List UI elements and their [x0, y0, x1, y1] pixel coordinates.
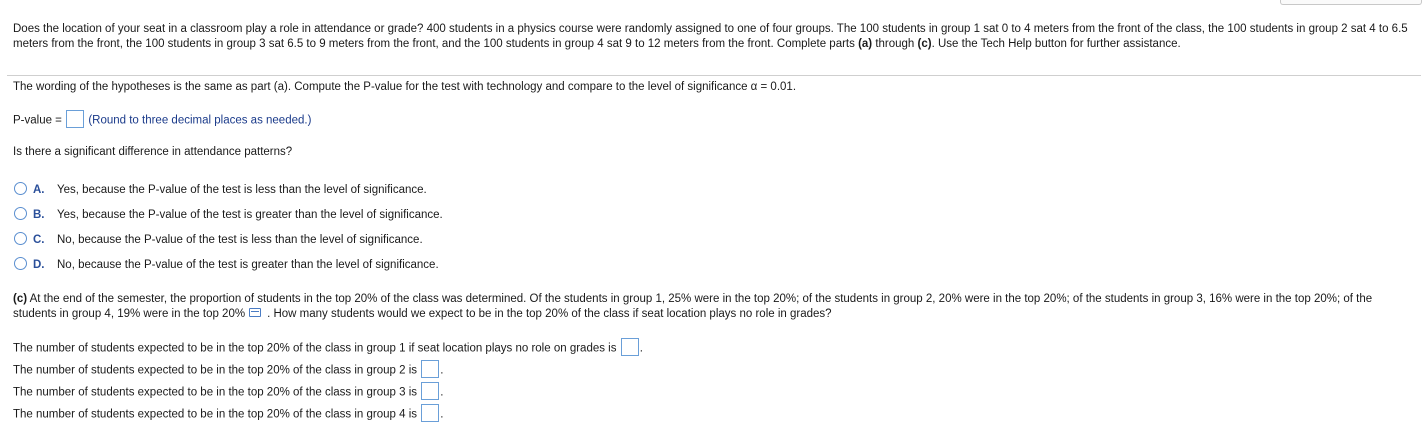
intro-through: through — [872, 38, 918, 50]
period: . — [440, 386, 444, 399]
radio-c[interactable] — [14, 232, 27, 245]
expected-input-group-3[interactable] — [421, 382, 439, 400]
expected-label-group-2: The number of students expected to be in the top 20% of the class in group 2 is — [13, 364, 418, 377]
expected-input-group-4[interactable] — [421, 404, 439, 422]
expected-input-group-1[interactable] — [621, 338, 639, 356]
expected-row-group-1 — [13, 341, 643, 357]
choice-b-text: Yes, because the P-value of the test is greater than the level of significance. — [57, 209, 443, 221]
choice-c[interactable] — [14, 233, 423, 248]
choice-a-text: Yes, because the P-value of the test is less than the level of significance. — [57, 184, 427, 196]
choice-d-text: No, because the P-value of the test is greater than the level of significance. — [57, 259, 439, 271]
radio-d[interactable] — [14, 257, 27, 270]
choice-d-letter: D. — [33, 259, 45, 271]
part-c-text-end: . How many students would we expect to be in the top 20% of the class if seat location plays no role in grades? — [267, 308, 832, 320]
intro-part-c: (c) — [917, 38, 932, 50]
period: . — [639, 342, 643, 355]
pvalue-row — [13, 113, 311, 129]
expected-label-group-4: The number of students expected to be in the top 20% of the class in group 4 is — [13, 408, 418, 421]
choice-c-letter: C. — [33, 234, 45, 246]
choice-b-letter: B. — [33, 209, 45, 221]
part-b-instruction: The wording of the hypotheses is the same as part (a). Compute the P-value for the test with technology and compare to the level of significance α = 0.01. — [13, 81, 797, 93]
part-c-label: (c) — [13, 293, 28, 305]
choice-c-text: No, because the P-value of the test is less than the level of significance. — [57, 234, 423, 246]
period: . — [440, 364, 444, 377]
period: . — [440, 408, 444, 421]
divider — [7, 75, 1421, 76]
part-c-prompt — [13, 292, 1413, 322]
choice-a[interactable] — [14, 183, 427, 198]
choice-a-letter: A. — [33, 184, 45, 196]
data-table-icon[interactable] — [249, 308, 261, 317]
pvalue-input[interactable] — [66, 110, 84, 128]
pvalue-label: P-value = — [13, 114, 62, 127]
expected-label-group-1: The number of students expected to be in the top 20% of the class in group 1 if seat location plays no role on grades is — [13, 342, 617, 355]
choice-d[interactable] — [14, 258, 439, 273]
radio-a[interactable] — [14, 182, 27, 195]
expected-label-group-3: The number of students expected to be in the top 20% of the class in group 3 is — [13, 386, 418, 399]
part-c-text: At the end of the semester, the proportion of students in the top 20% of the class was determined. Of the students in group 1, 25% were in the top 20%; of the students in group 2, 20% were in the top 20%; of the students in group 3, 16% were in the top 20%; of the students in group 4, 19% were in the top 20% — [13, 293, 1373, 320]
expected-row-group-2 — [13, 363, 443, 379]
expected-row-group-3 — [13, 385, 443, 401]
intro-part-a: (a) — [858, 38, 873, 50]
pvalue-hint: (Round to three decimal places as needed.) — [88, 114, 312, 127]
radio-b[interactable] — [14, 207, 27, 220]
expected-row-group-4 — [13, 407, 443, 423]
top-tab — [1280, 0, 1422, 5]
intro-text-end: . Use the Tech Help button for further assistance. — [931, 38, 1181, 50]
expected-input-group-2[interactable] — [421, 360, 439, 378]
problem-intro — [13, 22, 1413, 52]
intro-text: Does the location of your seat in a classroom play a role in attendance or grade? 400 students in a physics course were randomly assigned to one of four groups. The 100 students in group 1 sat 0 to 4 meters from the front of the class, the 100 students in group 2 sat 4 to 6.5 meters from the front, the 100 students in group 3 sat 6.5 to 9 meters from the front, and the 100 students in group 4 sat 9 to 12 meters from the front. Complete parts — [13, 23, 1408, 50]
part-b-question: Is there a significant difference in attendance patterns? — [13, 146, 293, 158]
choice-b[interactable] — [14, 208, 443, 223]
